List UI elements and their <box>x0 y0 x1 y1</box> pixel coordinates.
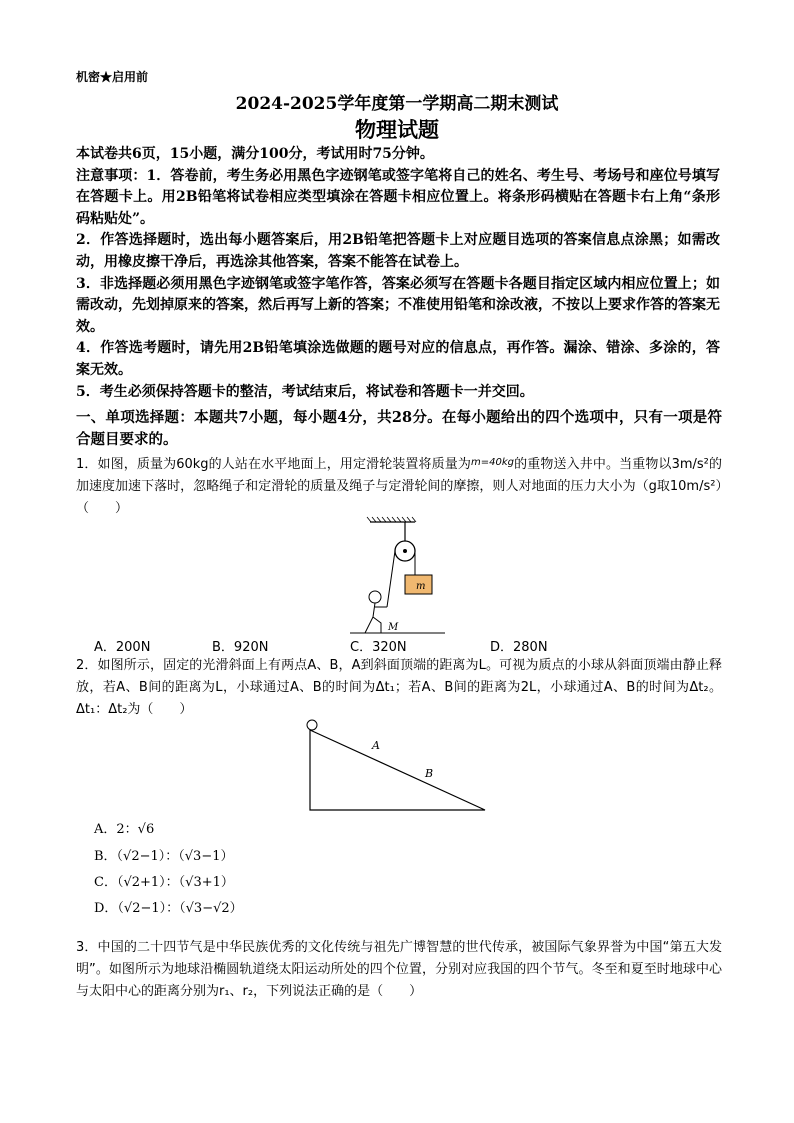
question-1-options <box>94 636 714 656</box>
exam-title: 2024-2025学年度第一学期高二期末测试 <box>235 94 559 114</box>
point-b-label: B <box>425 767 434 780</box>
q1-part: 1．如图，质量为60kg的人站在水平地面上，用定滑轮装置将质量为 <box>76 457 472 472</box>
ball <box>307 720 317 730</box>
instruction-line: 注意事项：1．答卷前，考生务必用黑色字迹钢笔或签字笔将自己的姓名、考生号、考场号和座位号填写在答题卡上。用2B铅笔将试卷相应类型填涂在答题卡相应位置上。将条形码横贴在答题卡右上角“条形码粘贴处”。 <box>76 167 720 227</box>
instruction-line: 2．作答选择题时，选出每小题答案后，用2B铅笔把答题卡上对应题目选项的答案信息点涂黑；如需改动，用橡皮擦干净后，再选涂其他答案，答案不能答在试卷上。 <box>76 232 720 270</box>
q1-g: 10m/s² <box>669 479 716 494</box>
option-b[interactable]: B．920N <box>212 640 269 655</box>
q2-option-c[interactable]: C．（√2+1）：（√3+1） <box>94 875 234 890</box>
option-c[interactable]: C．320N <box>350 640 407 655</box>
instructions <box>76 144 720 403</box>
instruction-line: 3．非选择题必须用黑色字迹钢笔或签字笔作答，答案必须写在答题卡各题目指定区域内相应位置上；如需改动，先划掉原来的答案，然后再写上新的答案；不准使用铅笔和涂改液，不按以上要求作答的答案无效。 <box>76 275 720 335</box>
question-2-text: 2．如图所示，固定的光滑斜面上有两点A、B，A到斜面顶端的距离为L。可视为质点的小球从斜面顶端由静止释放，若A、B间的距离为L，小球通过A、B的时间为Δt₁；若A、B间的距离为2L，小球通过A、B的时间为Δt₂。Δt₁：Δt₂为（ ） <box>76 658 722 717</box>
q2-option-d[interactable]: D．（√2−1）：（√3−√2） <box>94 901 243 916</box>
pulley-figure <box>345 515 450 637</box>
q2-option-a[interactable]: A．2：√6 <box>94 822 155 837</box>
man-label: M <box>388 622 399 633</box>
q1-part: 的加速度加速下落时，忽略绳子和定滑轮的质量及绳子与定滑轮间的摩擦，则人对地面的压力大小为（g取 <box>76 457 722 494</box>
incline-figure <box>300 718 490 813</box>
instruction-line: 本试卷共6页，15小题，满分100分，考试用时75分钟。 <box>76 146 434 162</box>
instruction-line: 5．考生必须保持答题卡的整洁，考试结束后，将试卷和答题卡一并交回。 <box>76 383 534 400</box>
question-3-text: 3．中国的二十四节气是中华民族优秀的文化传统与祖先广博智慧的世代传承，被国际气象界誉为中国“第五大发明”。如图所示为地球沿椭圆轨道绕太阳运动所处的四个位置，分别对应我国的四个节气。冬至和夏至时地球中心与太阳中心的距离分别为r₁、r₂，下列说法正确的是（ ） <box>76 940 722 999</box>
q1-part: ）（ ） <box>76 479 722 516</box>
instruction-line: 4．作答选考题时，请先用2B铅笔填涂选做题的题号对应的信息点，再作答。漏涂、错涂、多涂的，答案无效。 <box>76 340 720 378</box>
option-a[interactable]: A．200N <box>94 640 151 655</box>
man-head <box>369 591 381 603</box>
q1-part: 的重物送入井中。当重物以 <box>514 457 672 472</box>
q2-option-b[interactable]: B．（√2−1）：（√3−1） <box>94 849 234 864</box>
option-d[interactable]: D．280N <box>490 640 548 655</box>
section-heading: 一、单项选择题：本题共7小题，每小题4分，共28分。在每小题给出的四个选项中，只有一项是符合题目要求的。 <box>76 409 722 448</box>
question-1-text <box>76 452 722 520</box>
subject-title: 物理试题 <box>355 117 439 142</box>
q1-accel: 3m/s² <box>671 457 709 472</box>
block-label: m <box>416 581 426 592</box>
confidential-label: 机密★启用前 <box>76 70 149 84</box>
q1-mass: m=40kg <box>471 457 515 468</box>
point-a-label: A <box>372 739 380 752</box>
